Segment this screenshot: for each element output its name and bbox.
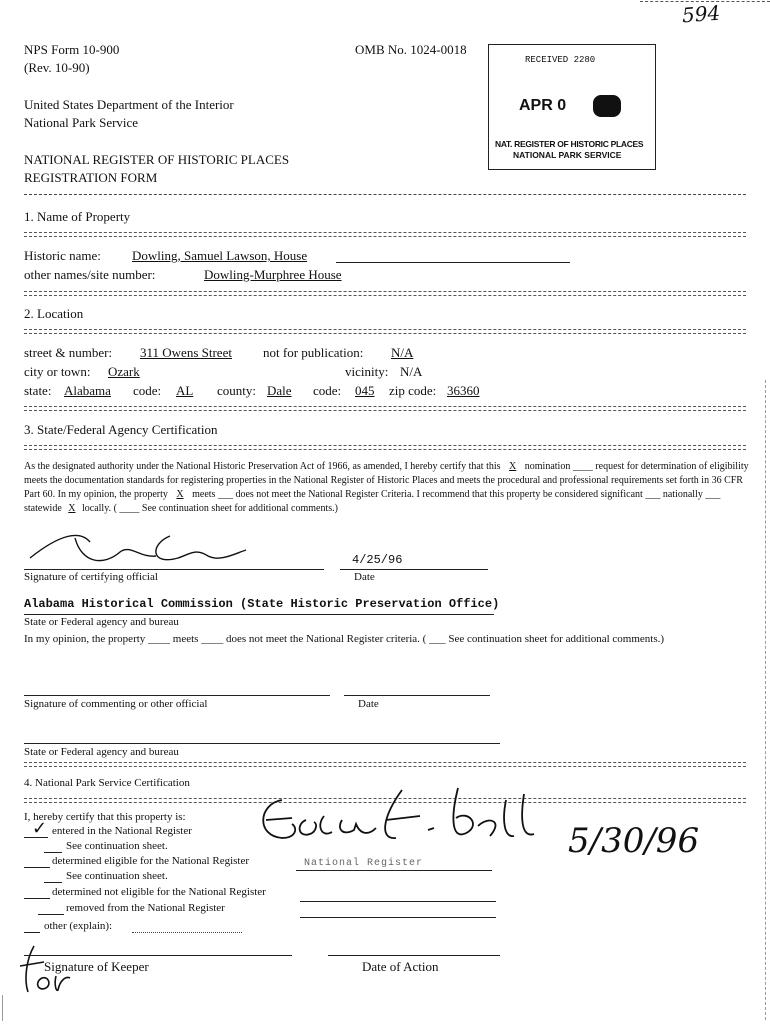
check-icon: ✓ (32, 818, 48, 839)
option-removed: removed from the National Register (66, 902, 225, 914)
keeper-signature-line (24, 955, 292, 956)
county-label: county: (217, 383, 256, 398)
opinion-text-d: See continuation sheet for additional comments.) (448, 633, 665, 645)
zip-value: 36360 (447, 383, 480, 398)
divider (24, 406, 746, 411)
keeper-signature (252, 780, 552, 850)
top-edge-line (640, 1, 770, 2)
service-name: National Park Service (24, 115, 139, 130)
cert-text-e: does not meet the National Register Criteria. I recommend that this property be considered significant (235, 489, 643, 500)
comment-signature-line (24, 695, 330, 696)
certifying-signature (20, 528, 260, 572)
received-stamp (488, 44, 656, 170)
cert-text-f: nationally (662, 489, 703, 500)
county-value: Dale (267, 383, 292, 398)
cert-text-c: request for determination of eligibility meets the documentation standards for registering properties in the National Register of Historic Places and meets the procedural and professional requirements set forth in 36 CFR Part 60. In my opinion, the property (24, 461, 749, 500)
agency-label: State or Federal agency and bureau (24, 616, 179, 628)
form-number: NPS Form 10-900 (24, 42, 120, 57)
cert-signature-date: 4/25/96 (352, 553, 403, 567)
historic-name-value: Dowling, Samuel Lawson, House (132, 248, 308, 263)
cert-signature-line (24, 569, 324, 570)
cert-mark-nomination: X (509, 461, 517, 472)
divider (24, 232, 746, 237)
national-register-stamp: National Register (304, 858, 424, 869)
keeper-line-2 (300, 901, 496, 902)
vicinity-value: N/A (400, 364, 423, 379)
section3-heading: 3. State/Federal Agency Certification (24, 422, 218, 437)
cert-mark-meets: X (176, 489, 184, 500)
divider (24, 291, 746, 296)
opt2-sub-blank (44, 882, 62, 883)
corner-mark: 594 (681, 0, 721, 28)
date-of-action-label: Date of Action (362, 959, 439, 974)
divider (24, 445, 746, 450)
other-names-value: Dowling-Murphree House (204, 267, 342, 282)
code-label: code: (133, 383, 162, 398)
omb-number: OMB No. 1024-0018 (355, 42, 467, 57)
option-entered-sub: See continuation sheet. (66, 840, 168, 852)
county-code-label: code: (313, 383, 342, 398)
section1-heading: 1. Name of Property (24, 209, 131, 224)
opt4-blank (38, 914, 64, 915)
scan-edge-mark (765, 380, 766, 1020)
keeper-date-text: 5/30/96 (568, 821, 700, 861)
section4-heading: 4. National Park Service Certification (24, 777, 190, 789)
opinion-text-b: meets (172, 633, 199, 645)
keeper-date-handwritten (564, 808, 714, 864)
vicinity-label: vicinity: (345, 364, 389, 379)
nps-intro: I, hereby certify that this property is: (24, 811, 186, 823)
cert-text-h: locally. ( (82, 503, 117, 514)
stamp-line2: NATIONAL PARK SERVICE (513, 150, 622, 160)
comment-signature-label: Signature of commenting or other official (24, 698, 208, 710)
comment-date-line (344, 695, 490, 696)
cert-text-i: See continuation sheet for additional comments.) (141, 503, 338, 514)
agency-line (24, 614, 494, 615)
code-value: AL (176, 383, 194, 398)
opinion-text-c: does not meet the National Register criteria. ( (225, 633, 427, 645)
street-label: street & number: (24, 345, 113, 360)
zip-label: zip code: (389, 383, 437, 398)
keeper-signature-label: Signature of Keeper (44, 959, 149, 974)
form-title-line1: NATIONAL REGISTER OF HISTORIC PLACES (24, 152, 290, 167)
scan-edge-mark-left (2, 995, 3, 1021)
cert-text-a: As the designated authority under the National Historic Preservation Act of 1966, as amended, I hereby certify that this (24, 461, 501, 472)
keeper-line-1 (296, 870, 492, 871)
action-date-line (328, 955, 500, 956)
opt1-sub-blank (44, 852, 62, 853)
agency2-label: State or Federal agency and bureau (24, 746, 179, 758)
stamp-line1: NAT. REGISTER OF HISTORIC PLACES (495, 139, 644, 149)
agency2-line (24, 743, 500, 744)
state-value: Alabama (64, 383, 111, 398)
nfp-value: N/A (391, 345, 414, 360)
city-label: city or town: (24, 364, 91, 379)
comment-date-label: Date (358, 698, 379, 710)
state-label: state: (24, 383, 52, 398)
historic-name-line (336, 262, 570, 263)
option-other: other (explain): (44, 920, 113, 932)
cert-text-g: statewide (24, 503, 62, 514)
option-eligible: determined eligible for the National Register (52, 855, 250, 867)
cert-text-b: nomination (524, 461, 571, 472)
option-eligible-sub: See continuation sheet. (66, 870, 168, 882)
option-entered: entered in the National Register (52, 825, 192, 837)
cert-text-d: meets (192, 489, 216, 500)
opinion-line: In my opinion, the property ____ meets ____ does not meet the National Register criteria. ( ___ See continuation sheet for additional comments.) (24, 633, 665, 645)
opt5-blank (24, 932, 40, 933)
cert-date-line (340, 569, 488, 570)
opt3-blank (24, 898, 50, 899)
divider (24, 329, 746, 334)
keeper-line-3 (300, 917, 496, 918)
section2-heading: 2. Location (24, 306, 84, 321)
department-name: United States Department of the Interior (24, 97, 234, 112)
option-not-eligible: determined not eligible for the National Register (52, 886, 266, 898)
nfp-label: not for publication: (263, 345, 364, 360)
opinion-text-a: In my opinion, the property (24, 633, 146, 645)
other-names-label: other names/site number: (24, 267, 156, 282)
divider (24, 194, 746, 195)
street-value: 311 Owens Street (140, 345, 232, 360)
certification-paragraph: As the designated authority under the National Historic Preservation Act of 1966, as amended, I hereby certify that this X nomination ____ request for determination of eligibility meets the documentation standards for registering properties in the National Register of Historic Places and meets the procedural and professional requirements set forth in 36 CFR Part 60. In my opinion, the property X meets ___ does not meet the National Register Criteria. I recommend that this property be considered significant ___ nationally ___ statewide X locally. ( ____ See continuation sheet for additional comments.) (24, 461, 749, 514)
stamp-ink-blot (593, 95, 621, 117)
historic-name-label: Historic name: (24, 248, 101, 263)
agency-name: Alabama Historical Commission (State Historic Preservation Office) (24, 597, 500, 611)
divider (24, 762, 746, 767)
cert-mark-locally: X (68, 503, 76, 514)
opt1-blank (24, 837, 48, 838)
other-explain-line (132, 932, 242, 933)
form-title-line2: REGISTRATION FORM (24, 170, 158, 185)
stamp-received: RECEIVED 2280 (525, 55, 596, 65)
stamp-date: APR 0 (519, 97, 567, 114)
county-code-value: 045 (355, 383, 375, 398)
cert-date-label: Date (354, 571, 375, 583)
city-value: Ozark (108, 364, 140, 379)
form-revision: (Rev. 10-90) (24, 60, 90, 75)
cert-signature-label: Signature of certifying official (24, 571, 158, 583)
opt2-blank (24, 867, 50, 868)
